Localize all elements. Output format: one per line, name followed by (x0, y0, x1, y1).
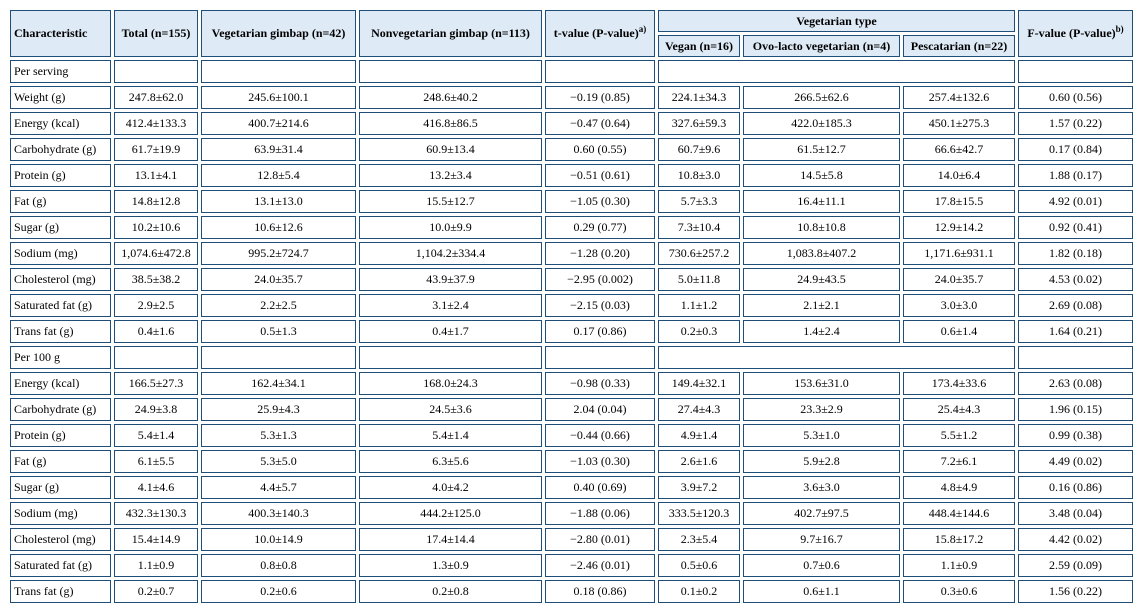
table-row (10, 164, 1133, 187)
row-label: Weight (g) (10, 86, 111, 109)
table-row (10, 190, 1133, 213)
header-vegetarian-type: Vegetarian type (658, 10, 1015, 32)
cell-vegan: 3.9±7.2 (658, 476, 740, 499)
header-f-value (1018, 10, 1133, 57)
empty-cell (545, 60, 655, 83)
row-label: Energy (kcal) (10, 372, 111, 395)
header-t-value (545, 10, 655, 57)
cell-veg: 24.0±35.7 (201, 268, 356, 291)
cell-total: 24.9±3.8 (114, 398, 198, 421)
cell-nonveg: 416.8±86.5 (359, 112, 542, 135)
cell-t: −0.51 (0.61) (545, 164, 655, 187)
cell-ovo: 9.7±16.7 (743, 528, 900, 551)
header-t-value-text: t-value (P-value) (553, 26, 639, 40)
cell-total: 14.8±12.8 (114, 190, 198, 213)
header-f-value-text: F-value (P-value) (1027, 26, 1116, 40)
cell-nonveg: 60.9±13.4 (359, 138, 542, 161)
cell-total: 4.1±4.6 (114, 476, 198, 499)
cell-veg: 400.7±214.6 (201, 112, 356, 135)
cell-total: 412.4±133.3 (114, 112, 198, 135)
cell-veg: 13.1±13.0 (201, 190, 356, 213)
cell-vegan: 7.3±10.4 (658, 216, 740, 239)
cell-total: 247.8±62.0 (114, 86, 198, 109)
cell-nonveg: 43.9±37.9 (359, 268, 542, 291)
cell-f: 2.59 (0.09) (1018, 554, 1133, 577)
cell-t: 2.04 (0.04) (545, 398, 655, 421)
table-row (10, 216, 1133, 239)
empty-cell (1018, 60, 1133, 83)
cell-ovo: 5.9±2.8 (743, 450, 900, 473)
empty-cell (545, 346, 655, 369)
cell-nonveg: 10.0±9.9 (359, 216, 542, 239)
cell-f: 0.16 (0.86) (1018, 476, 1133, 499)
cell-nonveg: 17.4±14.4 (359, 528, 542, 551)
cell-veg: 2.2±2.5 (201, 294, 356, 317)
row-label: Trans fat (g) (10, 580, 111, 603)
cell-nonveg: 0.2±0.8 (359, 580, 542, 603)
cell-pesc: 448.4±144.6 (903, 502, 1015, 525)
table-row (10, 528, 1133, 551)
row-label: Sugar (g) (10, 476, 111, 499)
cell-f: 4.92 (0.01) (1018, 190, 1133, 213)
row-label: Carbohydrate (g) (10, 398, 111, 421)
cell-vegan: 149.4±32.1 (658, 372, 740, 395)
cell-f: 1.96 (0.15) (1018, 398, 1133, 421)
cell-pesc: 17.8±15.5 (903, 190, 1015, 213)
cell-vegan: 10.8±3.0 (658, 164, 740, 187)
cell-pesc: 5.5±1.2 (903, 424, 1015, 447)
row-label: Sugar (g) (10, 216, 111, 239)
cell-vegan: 2.3±5.4 (658, 528, 740, 551)
row-label: Protein (g) (10, 424, 111, 447)
cell-vegan: 1.1±1.2 (658, 294, 740, 317)
row-label: Carbohydrate (g) (10, 138, 111, 161)
cell-f: 1.88 (0.17) (1018, 164, 1133, 187)
table-row (10, 476, 1133, 499)
section-label: Per serving (10, 60, 111, 83)
cell-ovo: 1.4±2.4 (743, 320, 900, 343)
cell-ovo: 2.1±2.1 (743, 294, 900, 317)
cell-f: 2.69 (0.08) (1018, 294, 1133, 317)
cell-t: −1.28 (0.20) (545, 242, 655, 265)
cell-pesc: 24.0±35.7 (903, 268, 1015, 291)
cell-vegan: 0.2±0.3 (658, 320, 740, 343)
cell-ovo: 16.4±11.1 (743, 190, 900, 213)
cell-t: −1.05 (0.30) (545, 190, 655, 213)
cell-nonveg: 3.1±2.4 (359, 294, 542, 317)
empty-cell (201, 346, 356, 369)
cell-veg: 245.6±100.1 (201, 86, 356, 109)
empty-cell (114, 60, 198, 83)
cell-vegan: 0.5±0.6 (658, 554, 740, 577)
table-row (10, 398, 1133, 421)
cell-total: 5.4±1.4 (114, 424, 198, 447)
row-label: Cholesterol (mg) (10, 268, 111, 291)
row-label: Sodium (mg) (10, 242, 111, 265)
cell-total: 1.1±0.9 (114, 554, 198, 577)
cell-nonveg: 15.5±12.7 (359, 190, 542, 213)
cell-nonveg: 13.2±3.4 (359, 164, 542, 187)
cell-veg: 4.4±5.7 (201, 476, 356, 499)
header-pescatarian: Pescatarian (n=22) (903, 35, 1015, 57)
cell-f: 0.17 (0.84) (1018, 138, 1133, 161)
table-row (10, 424, 1133, 447)
cell-pesc: 25.4±4.3 (903, 398, 1015, 421)
cell-nonveg: 0.4±1.7 (359, 320, 542, 343)
cell-ovo: 266.5±62.6 (743, 86, 900, 109)
cell-total: 432.3±130.3 (114, 502, 198, 525)
cell-pesc: 1,171.6±931.1 (903, 242, 1015, 265)
cell-veg: 5.3±5.0 (201, 450, 356, 473)
table-row (10, 138, 1133, 161)
cell-pesc: 66.6±42.7 (903, 138, 1015, 161)
cell-veg: 0.8±0.8 (201, 554, 356, 577)
row-label: Protein (g) (10, 164, 111, 187)
cell-t: −0.44 (0.66) (545, 424, 655, 447)
cell-ovo: 402.7±97.5 (743, 502, 900, 525)
table-row (10, 450, 1133, 473)
cell-ovo: 3.6±3.0 (743, 476, 900, 499)
header-nonvegetarian-gimbap: Nonvegetarian gimbap (n=113) (359, 10, 542, 57)
section-row (10, 346, 1133, 369)
row-label: Saturated fat (g) (10, 554, 111, 577)
cell-total: 13.1±4.1 (114, 164, 198, 187)
cell-pesc: 1.1±0.9 (903, 554, 1015, 577)
table-row (10, 502, 1133, 525)
cell-t: −2.80 (0.01) (545, 528, 655, 551)
cell-f: 1.56 (0.22) (1018, 580, 1133, 603)
cell-veg: 0.5±1.3 (201, 320, 356, 343)
table-row (10, 580, 1133, 603)
cell-total: 0.4±1.6 (114, 320, 198, 343)
empty-cell (114, 346, 198, 369)
table-row (10, 268, 1133, 291)
row-label: Fat (g) (10, 190, 111, 213)
cell-vegan: 730.6±257.2 (658, 242, 740, 265)
row-label: Energy (kcal) (10, 112, 111, 135)
cell-veg: 0.2±0.6 (201, 580, 356, 603)
cell-f: 1.57 (0.22) (1018, 112, 1133, 135)
cell-veg: 10.6±12.6 (201, 216, 356, 239)
cell-ovo: 61.5±12.7 (743, 138, 900, 161)
cell-f: 1.82 (0.18) (1018, 242, 1133, 265)
cell-t: −1.88 (0.06) (545, 502, 655, 525)
header-vegan: Vegan (n=16) (658, 35, 740, 57)
table-row (10, 320, 1133, 343)
cell-veg: 25.9±4.3 (201, 398, 356, 421)
cell-f: 1.64 (0.21) (1018, 320, 1133, 343)
cell-vegan: 60.7±9.6 (658, 138, 740, 161)
cell-vegan: 5.0±11.8 (658, 268, 740, 291)
empty-cell (359, 346, 542, 369)
cell-vegan: 2.6±1.6 (658, 450, 740, 473)
section-label: Per 100 g (10, 346, 111, 369)
empty-cell (658, 346, 1015, 369)
cell-vegan: 224.1±34.3 (658, 86, 740, 109)
cell-total: 6.1±5.5 (114, 450, 198, 473)
empty-cell (359, 60, 542, 83)
header-t-value-footnote: a) (638, 24, 647, 34)
cell-total: 166.5±27.3 (114, 372, 198, 395)
table-row (10, 86, 1133, 109)
cell-pesc: 14.0±6.4 (903, 164, 1015, 187)
empty-cell (1018, 346, 1133, 369)
cell-t: −0.19 (0.85) (545, 86, 655, 109)
cell-t: 0.40 (0.69) (545, 476, 655, 499)
cell-ovo: 14.5±5.8 (743, 164, 900, 187)
cell-pesc: 12.9±14.2 (903, 216, 1015, 239)
cell-pesc: 7.2±6.1 (903, 450, 1015, 473)
cell-ovo: 23.3±2.9 (743, 398, 900, 421)
table-body (10, 60, 1133, 603)
cell-pesc: 450.1±275.3 (903, 112, 1015, 135)
header-total: Total (n=155) (114, 10, 198, 57)
cell-t: 0.17 (0.86) (545, 320, 655, 343)
empty-cell (658, 60, 1015, 83)
header-vegetarian-gimbap: Vegetarian gimbap (n=42) (201, 10, 356, 57)
cell-ovo: 10.8±10.8 (743, 216, 900, 239)
cell-t: −0.98 (0.33) (545, 372, 655, 395)
cell-vegan: 327.6±59.3 (658, 112, 740, 135)
cell-pesc: 4.8±4.9 (903, 476, 1015, 499)
header-f-value-footnote: b) (1115, 24, 1124, 34)
cell-total: 10.2±10.6 (114, 216, 198, 239)
cell-t: −2.95 (0.002) (545, 268, 655, 291)
cell-t: −2.46 (0.01) (545, 554, 655, 577)
cell-t: 0.18 (0.86) (545, 580, 655, 603)
empty-cell (201, 60, 356, 83)
cell-total: 2.9±2.5 (114, 294, 198, 317)
cell-nonveg: 444.2±125.0 (359, 502, 542, 525)
nutrition-table (7, 7, 1133, 606)
section-row (10, 60, 1133, 83)
cell-vegan: 4.9±1.4 (658, 424, 740, 447)
cell-pesc: 15.8±17.2 (903, 528, 1015, 551)
cell-t: −1.03 (0.30) (545, 450, 655, 473)
table-row (10, 372, 1133, 395)
cell-veg: 162.4±34.1 (201, 372, 356, 395)
cell-nonveg: 4.0±4.2 (359, 476, 542, 499)
cell-pesc: 0.3±0.6 (903, 580, 1015, 603)
cell-f: 0.92 (0.41) (1018, 216, 1133, 239)
cell-ovo: 0.6±1.1 (743, 580, 900, 603)
cell-f: 0.99 (0.38) (1018, 424, 1133, 447)
cell-nonveg: 5.4±1.4 (359, 424, 542, 447)
header-ovo-lacto: Ovo-lacto vegetarian (n=4) (743, 35, 900, 57)
table-row (10, 554, 1133, 577)
cell-pesc: 3.0±3.0 (903, 294, 1015, 317)
cell-f: 4.42 (0.02) (1018, 528, 1133, 551)
row-label: Sodium (mg) (10, 502, 111, 525)
table-header (10, 10, 1133, 57)
cell-t: −0.47 (0.64) (545, 112, 655, 135)
cell-nonveg: 6.3±5.6 (359, 450, 542, 473)
cell-ovo: 24.9±43.5 (743, 268, 900, 291)
cell-veg: 10.0±14.9 (201, 528, 356, 551)
cell-t: 0.29 (0.77) (545, 216, 655, 239)
row-label: Cholesterol (mg) (10, 528, 111, 551)
table-row (10, 294, 1133, 317)
header-characteristic: Characteristic (10, 10, 111, 57)
cell-ovo: 5.3±1.0 (743, 424, 900, 447)
cell-pesc: 0.6±1.4 (903, 320, 1015, 343)
cell-f: 4.49 (0.02) (1018, 450, 1133, 473)
cell-ovo: 422.0±185.3 (743, 112, 900, 135)
cell-f: 3.48 (0.04) (1018, 502, 1133, 525)
cell-nonveg: 248.6±40.2 (359, 86, 542, 109)
cell-vegan: 333.5±120.3 (658, 502, 740, 525)
cell-ovo: 0.7±0.6 (743, 554, 900, 577)
row-label: Saturated fat (g) (10, 294, 111, 317)
cell-ovo: 1,083.8±407.2 (743, 242, 900, 265)
table-row (10, 112, 1133, 135)
cell-vegan: 27.4±4.3 (658, 398, 740, 421)
cell-total: 15.4±14.9 (114, 528, 198, 551)
row-label: Trans fat (g) (10, 320, 111, 343)
cell-t: −2.15 (0.03) (545, 294, 655, 317)
cell-f: 2.63 (0.08) (1018, 372, 1133, 395)
cell-f: 4.53 (0.02) (1018, 268, 1133, 291)
cell-nonveg: 168.0±24.3 (359, 372, 542, 395)
cell-total: 38.5±38.2 (114, 268, 198, 291)
cell-vegan: 5.7±3.3 (658, 190, 740, 213)
cell-nonveg: 1.3±0.9 (359, 554, 542, 577)
cell-veg: 12.8±5.4 (201, 164, 356, 187)
cell-veg: 995.2±724.7 (201, 242, 356, 265)
table-row (10, 242, 1133, 265)
cell-veg: 63.9±31.4 (201, 138, 356, 161)
cell-pesc: 173.4±33.6 (903, 372, 1015, 395)
cell-total: 61.7±19.9 (114, 138, 198, 161)
cell-veg: 5.3±1.3 (201, 424, 356, 447)
cell-nonveg: 24.5±3.6 (359, 398, 542, 421)
cell-ovo: 153.6±31.0 (743, 372, 900, 395)
cell-nonveg: 1,104.2±334.4 (359, 242, 542, 265)
cell-t: 0.60 (0.55) (545, 138, 655, 161)
cell-vegan: 0.1±0.2 (658, 580, 740, 603)
cell-pesc: 257.4±132.6 (903, 86, 1015, 109)
cell-f: 0.60 (0.56) (1018, 86, 1133, 109)
cell-total: 0.2±0.7 (114, 580, 198, 603)
row-label: Fat (g) (10, 450, 111, 473)
cell-veg: 400.3±140.3 (201, 502, 356, 525)
cell-total: 1,074.6±472.8 (114, 242, 198, 265)
